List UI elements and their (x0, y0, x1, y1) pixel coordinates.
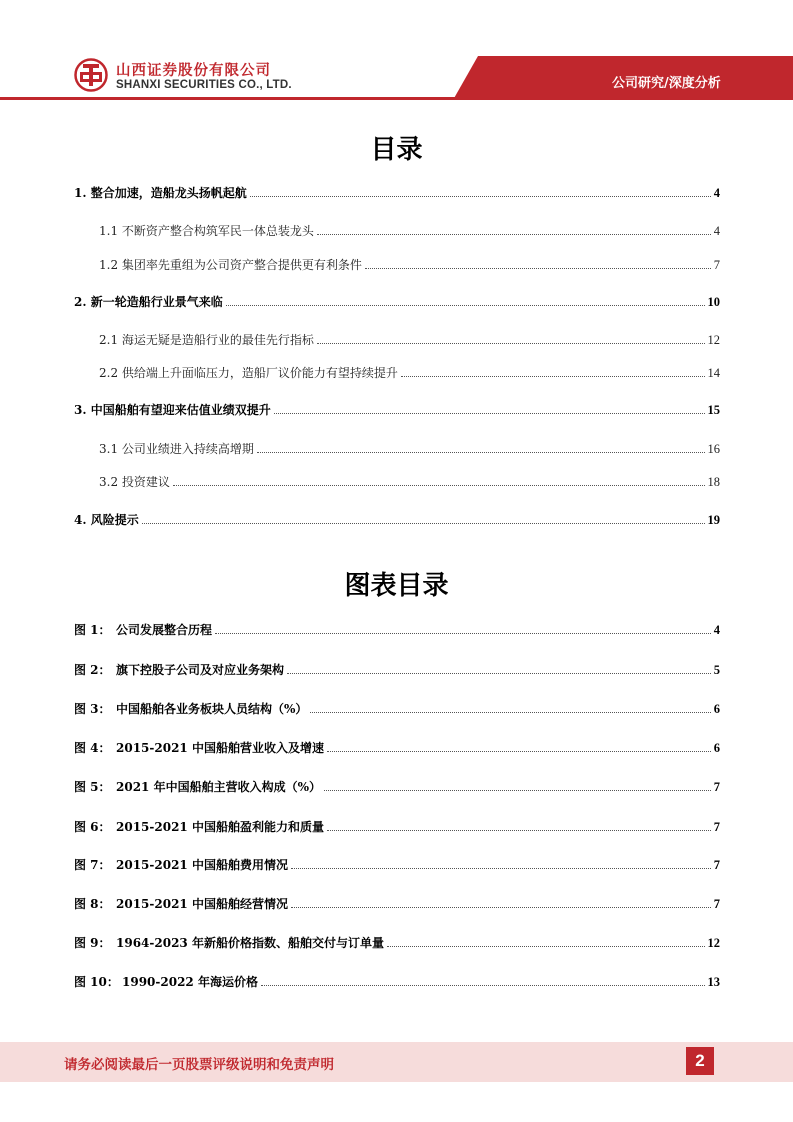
figure-entry[interactable] (74, 969, 720, 989)
toc-entry[interactable] (99, 436, 720, 456)
leader-dots (257, 452, 705, 453)
figure-entry-page: 6 (713, 741, 720, 755)
toc-entry-page: 18 (707, 475, 720, 489)
toc-entry[interactable] (74, 397, 720, 417)
leader-dots (215, 633, 711, 634)
figure-entry-number: 图 1： (74, 623, 111, 637)
header-banner (0, 0, 793, 110)
report-type-label: 公司研究/深度分析 (612, 76, 721, 91)
figure-entry-number: 图 7： (74, 858, 111, 872)
toc-entry[interactable] (99, 469, 720, 489)
leader-dots (317, 343, 705, 344)
figure-entry-number: 图 4： (74, 741, 111, 755)
figure-entry[interactable] (74, 852, 720, 872)
company-name-cn: 山西证券股份有限公司 (116, 63, 271, 79)
leader-dots (327, 751, 711, 752)
toc-entry-page: 4 (713, 224, 720, 238)
figure-entry-number: 图 5： (74, 780, 111, 794)
leader-dots (173, 485, 705, 486)
figure-entry-label: 1990-2022 年海运价格 (122, 975, 258, 989)
figure-entry-page: 5 (713, 663, 720, 677)
figure-list-title: 图表目录 (344, 571, 449, 601)
toc-entry-page: 14 (707, 366, 720, 380)
figure-entry[interactable] (74, 891, 720, 911)
figure-entry-number: 图 9： (74, 936, 111, 950)
figure-entry-page: 13 (707, 975, 720, 989)
leader-dots (287, 673, 711, 674)
toc-entry-label: 3.1 公司业绩进入持续高增期 (99, 442, 254, 456)
figure-entry-label: 2015-2021 中国船舶营业收入及增速 (116, 741, 324, 755)
leader-dots (250, 196, 711, 197)
leader-dots (261, 985, 705, 986)
figure-entry[interactable] (74, 617, 720, 637)
figure-entry-page: 4 (713, 623, 720, 637)
leader-dots (317, 234, 711, 235)
figure-entry-label: 2015-2021 中国船舶费用情况 (116, 858, 288, 872)
figure-entry[interactable] (74, 735, 720, 755)
toc-entry-label: 2.1 海运无疑是造船行业的最佳先行指标 (99, 333, 314, 347)
toc-entry-page: 7 (713, 258, 720, 272)
figure-entry-page: 7 (713, 897, 720, 911)
leader-dots (327, 830, 711, 831)
leader-dots (226, 305, 705, 306)
leader-dots (310, 712, 710, 713)
toc-entry-label: 3. 中国船舶有望迎来估值业绩双提升 (74, 403, 271, 417)
figure-entry-label: 中国船舶各业务板块人员结构（%） (116, 702, 308, 716)
toc-entry-label: 1.2 集团率先重组为公司资产整合提供更有利条件 (99, 258, 362, 272)
footer-disclaimer: 请务必阅读最后一页股票评级说明和免责声明 (64, 1057, 334, 1073)
figure-entry-label: 1964-2023 年新船价格指数、船舶交付与订单量 (116, 936, 384, 950)
figure-entry-number: 图 10： (74, 975, 119, 989)
toc-entry-page: 16 (707, 442, 720, 456)
figure-entry-label: 2015-2021 中国船舶盈利能力和质量 (116, 820, 324, 834)
toc-entry-page: 10 (707, 295, 720, 309)
page-number: 2 (686, 1047, 714, 1075)
toc-title: 目录 (370, 135, 423, 165)
toc-entry-page: 19 (707, 513, 720, 527)
figure-entry[interactable] (74, 696, 720, 716)
figure-entry-number: 图 8： (74, 897, 111, 911)
company-name-en: SHANXI SECURITIES CO., LTD. (116, 79, 292, 91)
leader-dots (324, 790, 711, 791)
toc-entry[interactable] (99, 360, 720, 380)
toc-entry-page: 12 (707, 333, 720, 347)
leader-dots (142, 523, 705, 524)
figure-entry-page: 7 (713, 820, 720, 834)
leader-dots (365, 268, 711, 269)
toc-entry-label: 2.2 供给端上升面临压力，造船厂议价能力有望持续提升 (99, 366, 398, 380)
figure-entry-label: 2015-2021 中国船舶经营情况 (116, 897, 288, 911)
leader-dots (387, 946, 705, 947)
figure-entry-page: 7 (713, 780, 720, 794)
toc-entry[interactable] (74, 180, 720, 200)
figure-entry-label: 旗下控股子公司及对应业务架构 (116, 663, 285, 677)
figure-entry-label: 2021 年中国船舶主营收入构成（%） (116, 780, 321, 794)
leader-dots (274, 413, 705, 414)
toc-entry[interactable] (99, 218, 720, 238)
toc-entry[interactable] (99, 252, 720, 272)
figure-entry-number: 图 3： (74, 702, 111, 716)
figure-entry[interactable] (74, 814, 720, 834)
toc-entry-label: 1. 整合加速，造船龙头扬帆起航 (74, 186, 247, 200)
figure-entry-page: 12 (707, 936, 720, 950)
figure-entry-number: 图 6： (74, 820, 111, 834)
leader-dots (291, 907, 711, 908)
toc-entry-label: 4. 风险提示 (74, 513, 139, 527)
page-header (0, 0, 793, 110)
figure-entry-number: 图 2： (74, 663, 111, 677)
figure-entry[interactable] (74, 774, 720, 794)
toc-entry[interactable] (74, 507, 720, 527)
toc-entry-page: 4 (713, 186, 720, 200)
figure-entry[interactable] (74, 930, 720, 950)
leader-dots (401, 376, 705, 377)
toc-entry-page: 15 (707, 403, 720, 417)
figure-entry-label: 公司发展整合历程 (116, 623, 213, 637)
figure-entry-page: 6 (713, 702, 720, 716)
toc-entry[interactable] (74, 289, 720, 309)
shanxi-securities-logo-icon (74, 58, 108, 92)
leader-dots (291, 868, 711, 869)
toc-entry-label: 2. 新一轮造船行业景气来临 (74, 295, 223, 309)
toc-entry-label: 1.1 不断资产整合构筑军民一体总装龙头 (99, 224, 314, 238)
toc-entry-label: 3.2 投资建议 (99, 475, 170, 489)
toc-entry[interactable] (99, 327, 720, 347)
figure-entry-page: 7 (713, 858, 720, 872)
figure-entry[interactable] (74, 657, 720, 677)
